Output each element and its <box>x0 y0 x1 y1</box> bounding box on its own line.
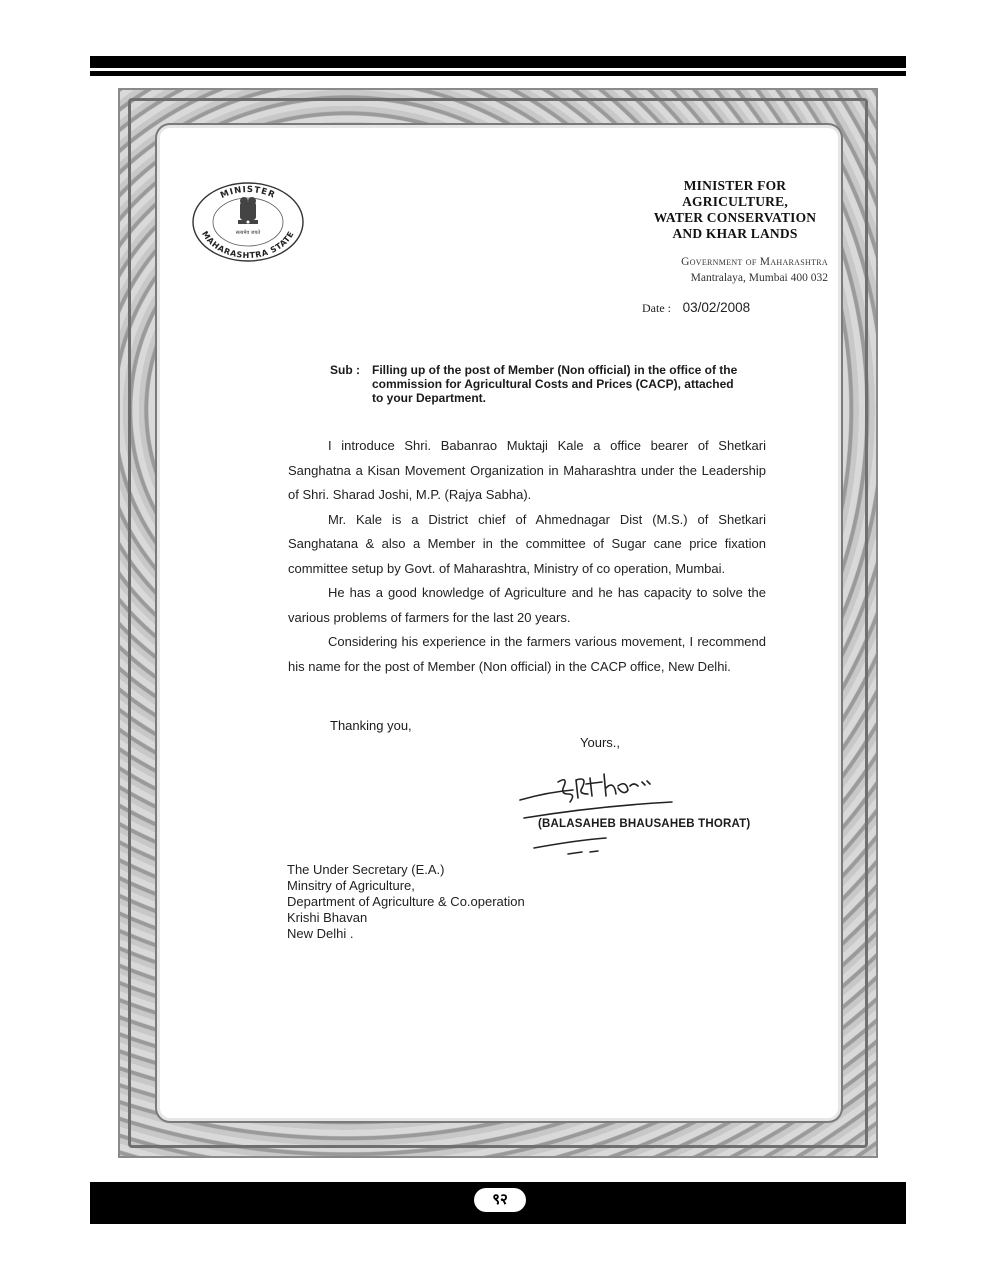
body-paragraph-2: Mr. Kale is a District chief of Ahmednagar Dist (M.S.) of Shetkari Sanghatana & also a Member in the committee of Sugar cane price fixation committee setup by Govt. of Maharashtra, Ministry of co operation, Mumbai. <box>288 511 766 576</box>
seal-top-text: MINISTER <box>219 184 278 201</box>
top-rule-thick <box>90 56 906 68</box>
subject-line-2: commission for Agricultural Costs and Prices (CACP), attached <box>372 377 734 391</box>
subject-line-1: Filling up of the post of Member (Non official) in the office of the <box>372 363 738 377</box>
top-rule-thin <box>90 71 906 76</box>
minister-seal <box>189 180 307 264</box>
recipient-address <box>287 862 525 942</box>
body-paragraph-4: Considering his experience in the farmers various movement, I recommend his name for the post of Member (Non official) in the CACP office, New Delhi. <box>288 634 766 674</box>
date-row <box>642 300 750 316</box>
letterhead-title-line-1: MINISTER FOR <box>683 178 787 193</box>
subject-label: Sub : <box>330 363 360 377</box>
date-value: 03/02/2008 <box>682 300 751 315</box>
signer-name: (BALASAHEB BHAUSAHEB THORAT) <box>538 818 751 830</box>
letterhead-title-line-2: AGRICULTURE, <box>682 194 788 209</box>
letterhead-address: Mantralaya, Mumbai 400 032 <box>690 272 828 284</box>
body-paragraph-1: I introduce Shri. Babanrao Muktaji Kale a office bearer of Shetkari Sanghatna a Kisan Movement Organization in Maharashtra under the Leadership of Shri. Sharad Joshi, M.P. (Rajya Sabha). <box>288 438 766 502</box>
date-label: Date : <box>642 301 671 315</box>
seal-bottom-text: MAHARASHTRA STATE <box>200 229 296 261</box>
recipient-line-3: Department of Agriculture & Co.operation <box>287 894 525 909</box>
letterhead-title-line-3: WATER CONSERVATION <box>653 210 817 225</box>
closing-yours: Yours., <box>580 735 620 750</box>
letterhead <box>600 178 870 242</box>
body-paragraph-3: He has a good knowledge of Agriculture and he has capacity to solve the various problems of farmers for the last 20 years. <box>288 585 766 625</box>
recipient-line-2: Minsitry of Agriculture, <box>287 878 415 893</box>
handwritten-signature <box>518 768 678 858</box>
letterhead-title-line-4: AND KHAR LANDS <box>672 226 798 241</box>
letterhead-address-block <box>648 254 828 286</box>
closing-thanks: Thanking you, <box>330 718 412 733</box>
recipient-line-4: Krishi Bhavan <box>287 910 368 925</box>
recipient-line-5: New Delhi . <box>287 926 354 941</box>
seal-motto: सत्यमेव जयते <box>235 230 261 236</box>
letterhead-government: Government of Maharashtra <box>681 256 828 268</box>
subject-line-3: to your Department. <box>372 391 487 405</box>
page-number: ९२ <box>474 1188 526 1212</box>
letter-body <box>288 434 766 679</box>
recipient-line-1: The Under Secretary (E.A.) <box>287 862 445 877</box>
subject-block <box>330 363 770 405</box>
